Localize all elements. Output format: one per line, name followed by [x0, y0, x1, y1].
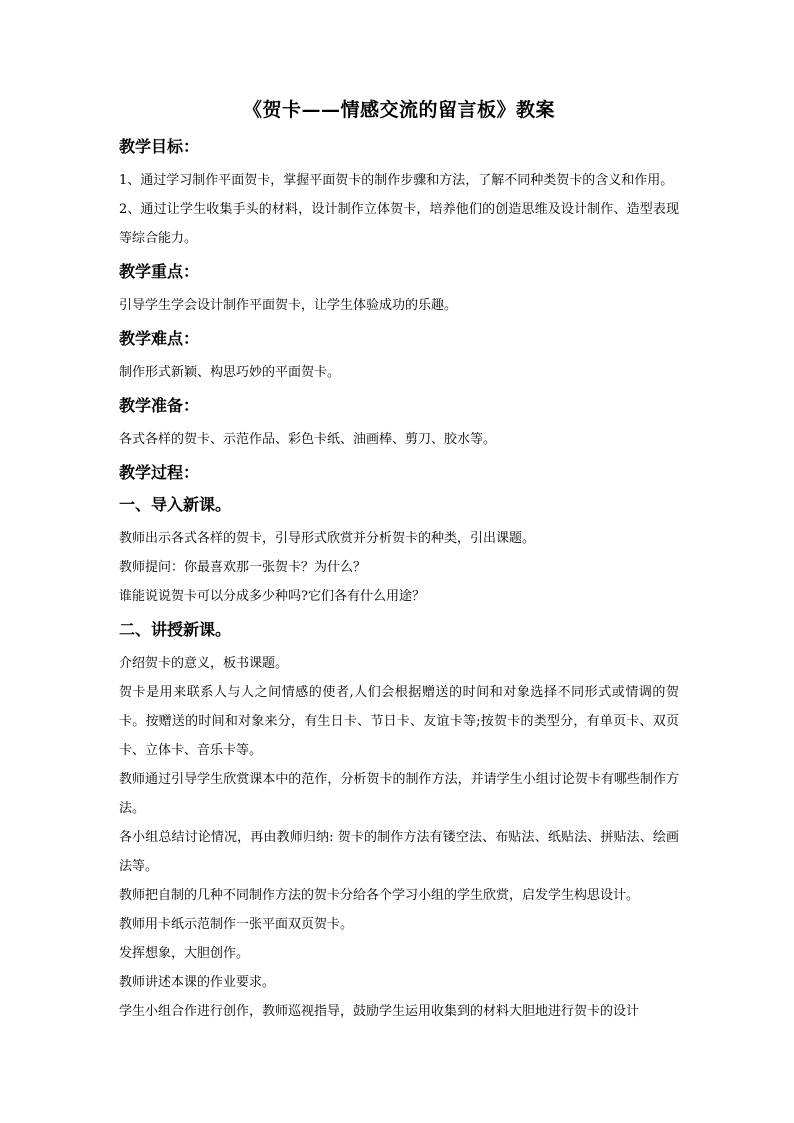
- paragraph-teach-3: 教师通过引导学生欣赏课本中的范作，分析贺卡的制作方法，并请学生小组讨论贺卡有哪些制作方法。: [119, 772, 679, 816]
- paragraph-goal-1: 1、通过学习制作平面贺卡，掌握平面贺卡的制作步骤和方法，了解不同种类贺卡的含义和作用。: [119, 173, 674, 188]
- paragraph-intro-2: 教师提问：你最喜欢那一张贺卡？为什么？: [119, 560, 367, 575]
- heading-preparation: 教学准备：: [119, 396, 200, 415]
- heading-intro: 一、导入新课。: [119, 495, 232, 514]
- heading-goals: 教学目标：: [119, 137, 200, 156]
- paragraph-key-point: 引导学生学会设计制作平面贺卡，让学生体验成功的乐趣。: [119, 298, 458, 313]
- document-title: 《贺卡——情感交流的留言板》教案: [242, 99, 555, 121]
- heading-teach: 二、讲授新课。: [119, 620, 232, 639]
- paragraph-difficulty: 制作形式新颖、构思巧妙的平面贺卡。: [119, 365, 341, 380]
- paragraph-teach-9: 学生小组合作进行创作，教师巡视指导，鼓励学生运用收集到的材料大胆地进行贺卡的设计: [119, 1004, 640, 1019]
- paragraph-intro-3: 谁能说说贺卡可以分成多少种吗?它们各有什么用途？: [119, 589, 425, 604]
- paragraph-teach-6: 教师用卡纸示范制作一张平面双页贺卡。: [119, 917, 354, 932]
- paragraph-teach-4: 各小组总结讨论情况，再由教师归纳: 贺卡的制作方法有镂空法、布贴法、纸贴法、拼贴法、绘画法等。: [119, 830, 679, 874]
- paragraph-goal-2: 2、通过让学生收集手头的材料，设计制作立体贺卡，培养他们的创造思维及设计制作、造型表现等综合能力。: [119, 202, 679, 246]
- paragraph-teach-2: 贺卡是用来联系人与人之间情感的使者,人们会根据赠送的时间和对象选择不同形式或情调的贺卡。按赠送的时间和对象来分，有生日卡、节日卡、友谊卡等;按贺卡的类型分，有单页卡、双页卡、立体卡、音乐卡等。: [119, 685, 679, 758]
- paragraph-teach-7: 发挥想象，大胆创作。: [119, 946, 250, 961]
- paragraph-teach-8: 教师讲述本课的作业要求。: [119, 975, 276, 990]
- paragraph-teach-5: 教师把自制的几种不同制作方法的贺卡分给各个学习小组的学生欣赏，启发学生构思设计。: [119, 888, 640, 903]
- heading-key-points: 教学重点：: [119, 262, 200, 281]
- paragraph-teach-1: 介绍贺卡的意义，板书课题。: [119, 656, 289, 671]
- paragraph-preparation: 各式各样的贺卡、示范作品、彩色卡纸、油画棒、剪刀、胶水等。: [119, 432, 497, 447]
- document-page: [119, 96, 679, 1026]
- heading-process: 教学过程：: [119, 463, 200, 482]
- paragraph-intro-1: 教师出示各式各样的贺卡，引导形式欣赏并分析贺卡的种类，引出课题。: [119, 531, 536, 546]
- heading-difficulties: 教学难点：: [119, 329, 200, 348]
